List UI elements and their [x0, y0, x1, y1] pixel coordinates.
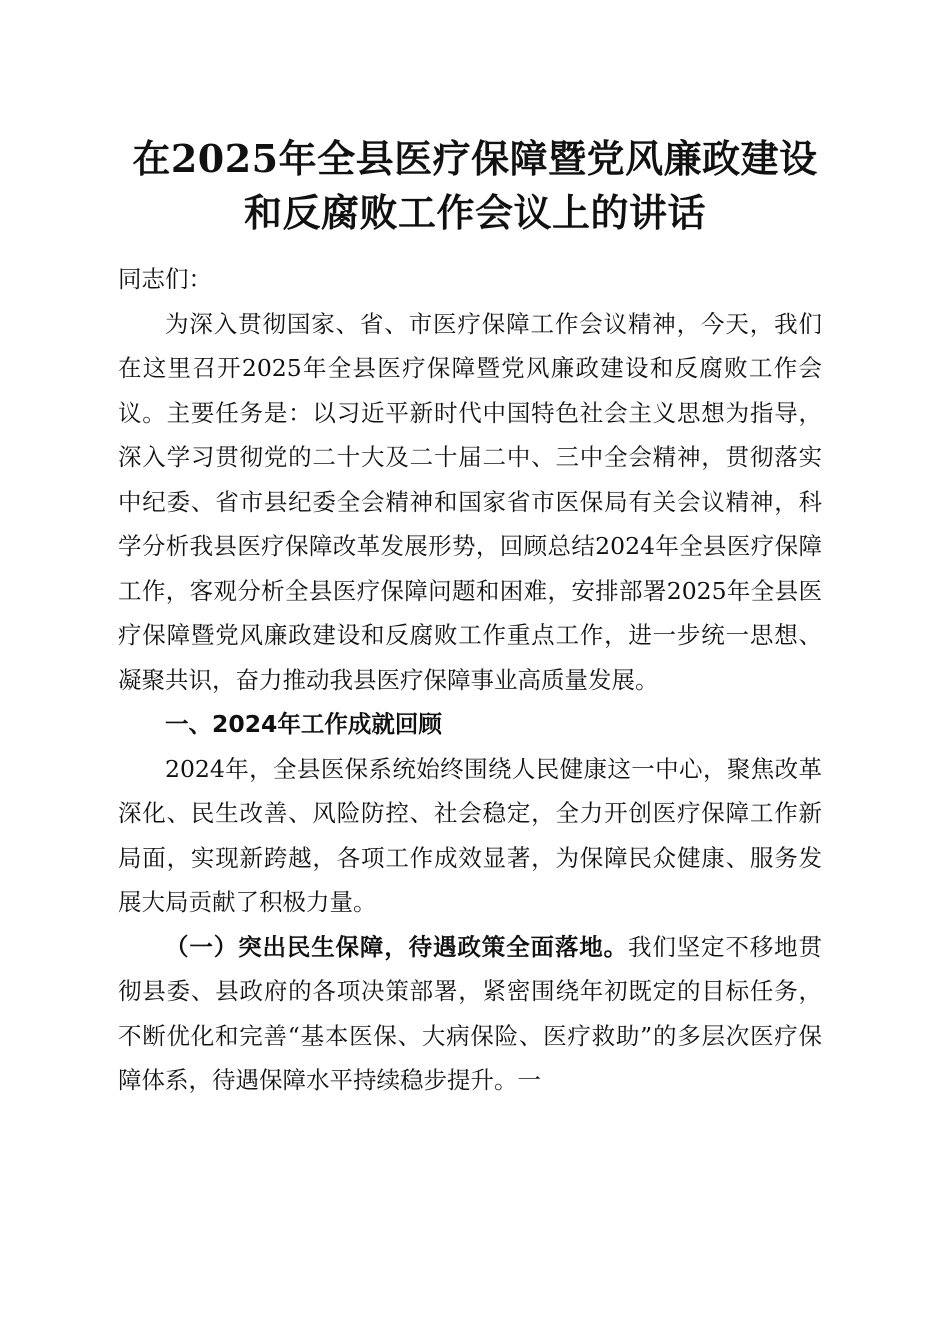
document-title: 在2025年全县医疗保障暨党风廉政建设和反腐败工作会议上的讲话: [132, 136, 818, 235]
subsection-1-paragraph: [118, 925, 822, 1103]
subsection-1-lead: （一）突出民生保障，待遇政策全面落地。: [165, 932, 628, 961]
salutation: 同志们：: [118, 265, 212, 293]
document-body: [118, 257, 822, 1103]
intro-paragraph: 为深入贯彻国家、省、市医疗保障工作会议精神，今天，我们在这里召开2025年全县医疗保障暨党风廉政建设和反腐败工作会议。主要任务是：以习近平新时代中国特色社会主义思想为指导，深入学习贯彻党的二十大及二十届二中、三中全会精神，贯彻落实中纪委、省市县纪委全会精神和国家省市医保局有关会议精神，科学分析我县医疗保障改革发展形势，回顾总结2024年全县医疗保障工作，客观分析全县医疗保障问题和困难，安排部署2025年全县医疗保障暨党风廉政建设和反腐败工作重点工作，进一步统一思想、凝聚共识，奋力推动我县医疗保障事业高质量发展。: [118, 309, 822, 694]
section-1-paragraph: 2024年，全县医保系统始终围绕人民健康这一中心，聚焦改革深化、民生改善、风险防控、社会稳定，全力开创医疗保障工作新局面，实现新跨越，各项工作成效显著，为保障民众健康、服务发展大局贡献了积极力量。: [118, 754, 822, 916]
subsection-1-text: 我们坚定不移地贯彻县委、县政府的各项决策部署，紧密围绕年初既定的目标任务，不断优化和完善“基本医保、大病保险、医疗救助”的多层次医疗保障体系，待遇保障水平持续稳步提升。一: [118, 932, 823, 1094]
section-heading-1: 一、2024年工作成就回顾: [165, 710, 442, 738]
